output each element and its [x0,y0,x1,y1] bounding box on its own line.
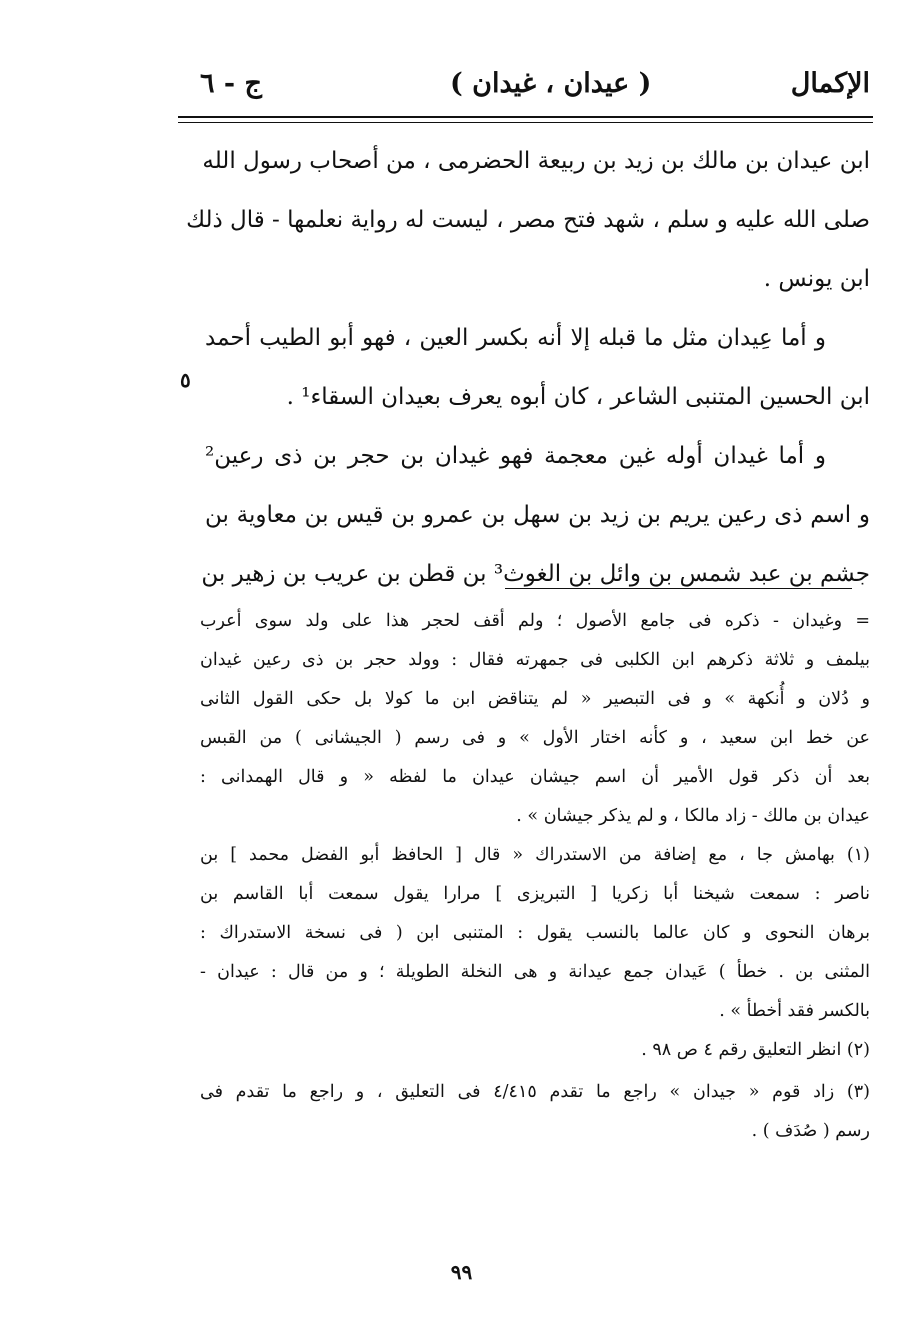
volume-number: ج - ٦ [200,68,262,99]
footnote-separator [505,588,852,589]
footnote-line: (٣) زاد قوم « جيدان » راجع ما تقدم ٤/٤١٥ فى التعليق ، و راجع ما تقدم فى [200,1082,870,1102]
main-line: و أما غيدان أوله غين معجمة فهو غيدان بن حجر بن ذى رعين² [205,443,826,469]
footnotes [200,602,870,1151]
footnote-line: و دُلان و أُنكهة » و فى التبصير « لم يتناقض ابن ما كولا بل حكى القول الثانى [200,689,870,709]
main-line: ابن عيدان بن مالك بن زيد بن ربيعة الحضرمى ، من أصحاب رسول الله [202,148,870,174]
main-line: ابن يونس . [763,266,870,292]
margin-line-number: ٥ [180,368,191,392]
footnote-line: = وغيدان - ذكره فى جامع الأصول ؛ ولم أقف لحجر هذا على ولد سوى أعرب [200,611,870,631]
main-line: ابن الحسين المتنبى الشاعر ، كان أبوه يعرف بعيدان السقاء¹ . [286,384,870,410]
footnote-line: (٢) انظر التعليق رقم ٤ ص ٩٨ . [641,1040,870,1060]
footnote-line: بيلمف و ثلاثة ذكرهم ابن الكلبى فى جمهرته فقال : وولد حجر بن ذى رعين غيدان [200,650,870,670]
main-line: جشم بن عبد شمس بن وائل بن الغوث³ بن قطن بن عريب بن زهير بن [201,561,870,587]
main-line: و أما عِيدان مثل ما قبله إلا أنه بكسر العين ، فهو أبو الطيب أحمد [205,325,826,351]
footnote-line: برهان النحوى و كان عالما بالنسب يقول : المتنبى ابن ( فى نسخة الاستدراك : [200,923,870,943]
entry-heading: ( عيدان ، غيدان ) [450,68,652,99]
footnote-line: المثنى بن . خطأ ) عَيدان جمع عيدانة و هى النخلة الطويلة ؛ و من قال : عيدان - [200,962,870,982]
main-line: صلى الله عليه و سلم ، شهد فتح مصر ، ليست له رواية نعلمها - قال ذلك [186,207,870,233]
footnote-line: بعد أن ذكر قول الأمير أن اسم جيشان عيدان ما لفظه « و قال الهمدانى : [200,767,870,787]
footnote-line: رسم ( صُدَف ) . [751,1121,870,1141]
footnote-line: ناصر : سمعت شيخنا أبا زكريا [ التبريزى ] مرارا يقول سمعت أبا القاسم بن [200,884,870,904]
page-number: ٩٩ [450,1260,473,1284]
book-title: الإكمال [790,68,870,99]
footnote-line: (١) بهامش جا ، مع إضافة من الاستدراك « قال [ الحافظ أبو الفضل محمد ] بن [200,845,870,865]
main-text [186,132,871,604]
footnote-line: عن خط ابن سعيد ، و كأنه اختار الأول » و فى رسم ( الجيشانى ) من القبس [200,728,870,748]
header-rule-thick [178,116,873,118]
main-line: و اسم ذى رعين يريم بن زيد بن سهل بن عمرو بن قيس بن معاوية بن [205,502,871,528]
footnote-line: بالكسر فقد أخطأ » . [719,1001,870,1021]
page-header [180,64,870,108]
header-rule-thin [178,122,873,123]
footnote-line: عيدان بن مالك - زاد مالكا ، و لم يذكر جيشان » . [516,806,870,826]
